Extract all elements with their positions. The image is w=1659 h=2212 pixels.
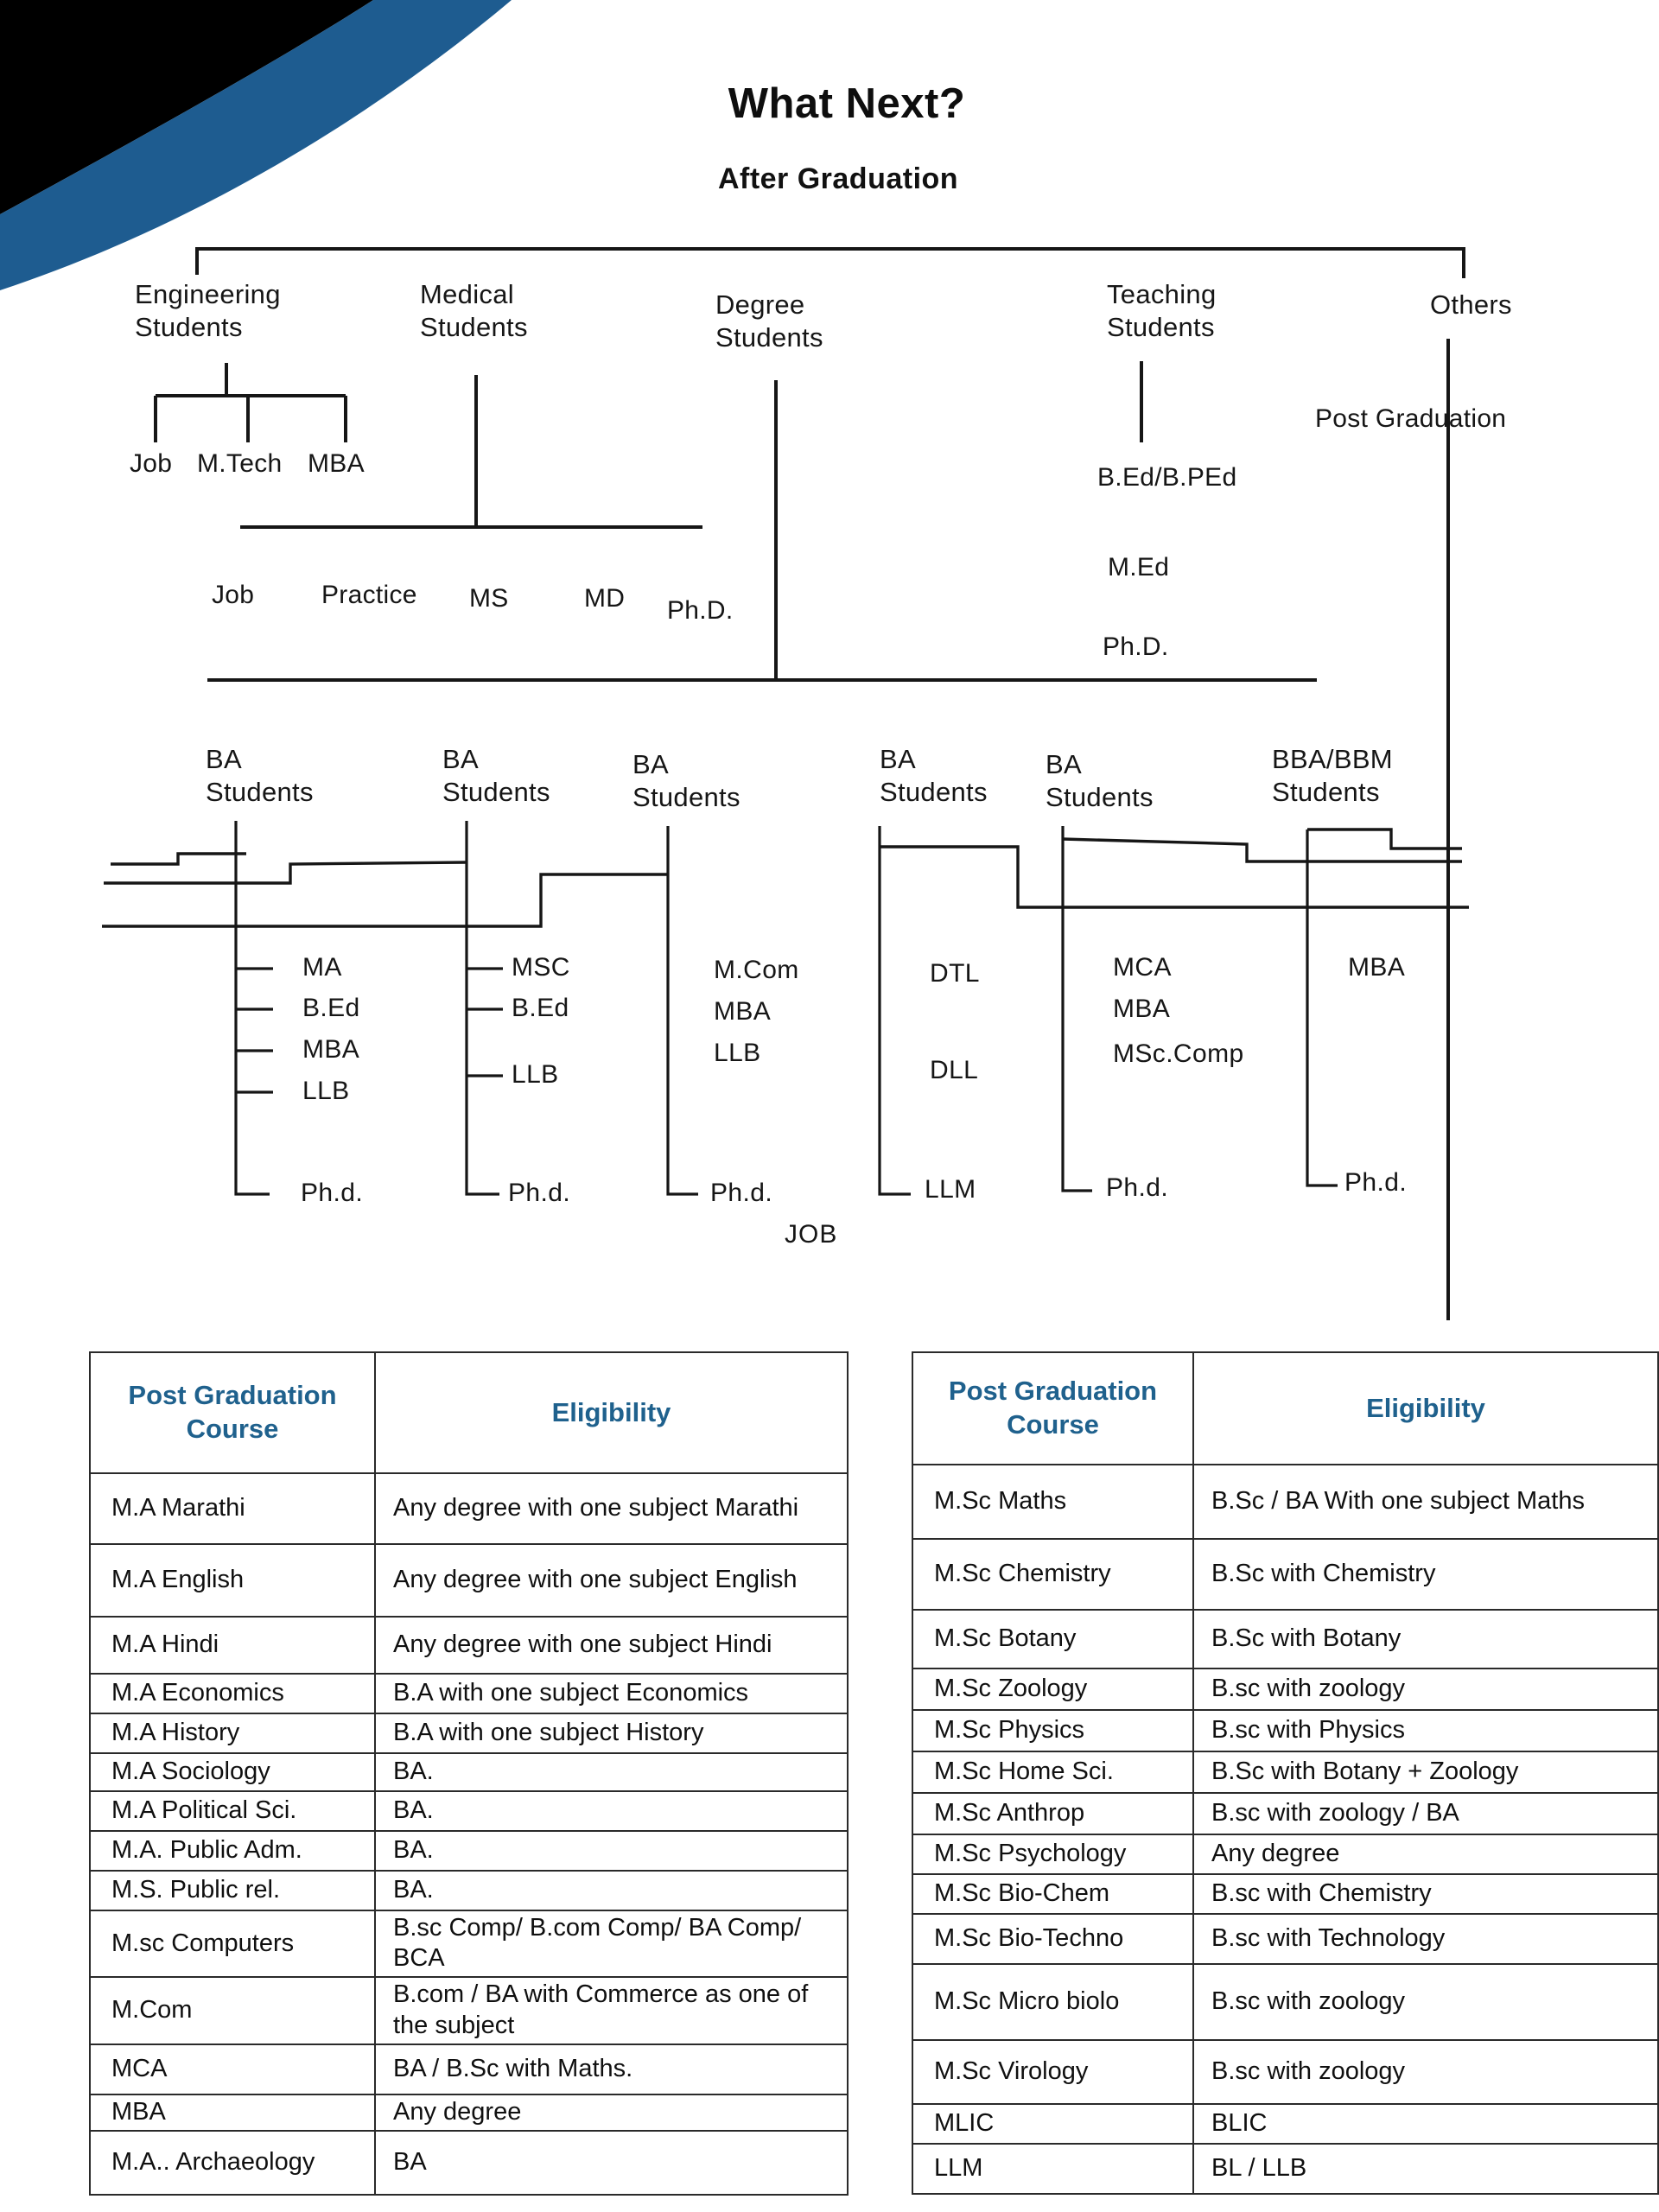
table-row — [912, 1539, 1658, 1610]
engineering-option-mba: MBA — [308, 449, 365, 478]
eligibility-cell: Any degree with one subject Hindi — [375, 1617, 848, 1674]
course-cell: MCA — [90, 2044, 375, 2094]
group4-item-llm: LLM — [925, 1175, 976, 1204]
eligibility-cell: Any degree with one subject English — [375, 1544, 848, 1617]
course-cell: M.A Hindi — [90, 1617, 375, 1674]
table-row — [90, 1713, 848, 1753]
eligibility-cell: B.sc with zoology — [1193, 1964, 1658, 2040]
table-row — [912, 1610, 1658, 1669]
group1-item-phd: Ph.d. — [301, 1179, 364, 1207]
group-label-ba-2: BA Students — [442, 744, 550, 808]
eligibility-header-cell: Eligibility — [375, 1352, 848, 1473]
eligibility-cell: B.sc with zoology — [1193, 2040, 1658, 2104]
eligibility-cell: BA — [375, 2131, 848, 2195]
eligibility-cell: BLIC — [1193, 2104, 1658, 2144]
group6-item-phd: Ph.d. — [1344, 1168, 1408, 1197]
table-row — [912, 1751, 1658, 1793]
group-label-ba-1: BA Students — [206, 744, 314, 808]
course-cell: M.A History — [90, 1713, 375, 1753]
eligibility-cell: BA / B.Sc with Maths. — [375, 2044, 848, 2094]
group1-item-ma: MA — [302, 953, 342, 982]
medical-option-practice: Practice — [321, 581, 417, 609]
eligibility-cell: B.Sc / BA With one subject Maths — [1193, 1465, 1658, 1539]
table-row — [912, 1465, 1658, 1539]
group-label-ba-5: BA Students — [1046, 749, 1154, 813]
group1-item-bed: B.Ed — [302, 994, 360, 1022]
group4-item-dll: DLL — [930, 1056, 979, 1084]
table-row — [912, 1834, 1658, 1874]
group-spines — [236, 821, 1338, 1194]
branch-degree-students: Degree Students — [715, 289, 823, 353]
table-row — [912, 1874, 1658, 1914]
table-row — [90, 1674, 848, 1713]
page-subtitle: After Graduation — [717, 162, 959, 195]
left-postgraduation-table — [89, 1351, 849, 2196]
course-cell: LLM — [912, 2144, 1193, 2194]
right-table-body — [912, 1352, 1658, 2194]
table-row — [912, 2144, 1658, 2194]
course-cell: M.S. Public rel. — [90, 1871, 375, 1910]
group2-item-phd: Ph.d. — [508, 1179, 571, 1207]
branch-medical-students: Medical Students — [420, 279, 528, 343]
group5-item-msccomp: MSc.Comp — [1113, 1039, 1244, 1068]
table-row — [90, 1910, 848, 1977]
table-row — [90, 1977, 848, 2044]
medical-option-ms: MS — [469, 584, 509, 613]
course-cell: M.Sc Maths — [912, 1465, 1193, 1539]
teaching-option-bed: B.Ed/B.PEd — [1097, 463, 1237, 492]
table-row — [90, 1753, 848, 1791]
medical-option-md: MD — [584, 584, 626, 613]
table-row — [912, 2040, 1658, 2104]
table-row — [90, 2044, 848, 2094]
course-cell: M.Com — [90, 1977, 375, 2044]
group5-item-mca: MCA — [1113, 953, 1172, 982]
group2-item-bed: B.Ed — [512, 994, 569, 1022]
eligibility-header-cell: Eligibility — [1193, 1352, 1658, 1465]
eligibility-cell: B.A with one subject Economics — [375, 1674, 848, 1713]
eligibility-cell: B.sc Comp/ B.com Comp/ BA Comp/ BCA — [375, 1910, 848, 1977]
table-row — [912, 2104, 1658, 2144]
others-option-post-graduation: Post Graduation — [1315, 404, 1507, 433]
group3-item-mcom: M.Com — [714, 956, 799, 984]
group1-item-llb: LLB — [302, 1077, 350, 1105]
course-cell: M.Sc Home Sci. — [912, 1751, 1193, 1793]
branch-engineering-students: Engineering Students — [135, 279, 281, 343]
table-header-row — [912, 1352, 1658, 1465]
table-row — [90, 1617, 848, 1674]
teaching-option-phd: Ph.D. — [1103, 632, 1169, 661]
group4-item-dtl: DTL — [930, 959, 980, 988]
course-cell: M.A Marathi — [90, 1473, 375, 1544]
group3-item-mba: MBA — [714, 997, 772, 1026]
course-cell: M.A Sociology — [90, 1753, 375, 1791]
right-postgraduation-table — [912, 1351, 1659, 2195]
eligibility-cell: Any degree — [1193, 1834, 1658, 1874]
medical-option-job: Job — [212, 581, 255, 609]
table-row — [90, 1791, 848, 1831]
group5-item-phd: Ph.d. — [1106, 1173, 1169, 1202]
course-cell: M.Sc Psychology — [912, 1834, 1193, 1874]
group1-item-mba: MBA — [302, 1035, 360, 1064]
teaching-option-med: M.Ed — [1108, 553, 1170, 582]
table-row — [90, 1473, 848, 1544]
branch-teaching-students: Teaching Students — [1107, 279, 1217, 343]
course-header-cell: Post Graduation Course — [90, 1352, 375, 1473]
eligibility-cell: B.sc with Chemistry — [1193, 1874, 1658, 1914]
engineering-option-mtech: M.Tech — [197, 449, 283, 478]
job-label: JOB — [785, 1220, 838, 1249]
eligibility-cell: B.sc with zoology / BA — [1193, 1793, 1658, 1834]
table-row — [912, 1669, 1658, 1710]
degree-option-phd: Ph.D. — [667, 596, 734, 625]
branch-others: Others — [1430, 289, 1512, 320]
eligibility-cell: Any degree with one subject Marathi — [375, 1473, 848, 1544]
table-row — [912, 1964, 1658, 2040]
table-row — [90, 2094, 848, 2131]
main-branch-lines — [156, 249, 1464, 1320]
eligibility-cell: B.Sc with Chemistry — [1193, 1539, 1658, 1610]
course-header-cell: Post Graduation Course — [912, 1352, 1193, 1465]
course-cell: M.sc Computers — [90, 1910, 375, 1977]
group2-item-msc: MSC — [512, 953, 570, 982]
eligibility-cell: B.Sc with Botany — [1193, 1610, 1658, 1669]
eligibility-cell: BA. — [375, 1871, 848, 1910]
course-cell: M.A Political Sci. — [90, 1791, 375, 1831]
table-header-row — [90, 1352, 848, 1473]
engineering-option-job: Job — [130, 449, 173, 478]
course-cell: M.Sc Micro biolo — [912, 1964, 1193, 2040]
table-row — [912, 1793, 1658, 1834]
group6-item-mba: MBA — [1348, 953, 1406, 982]
course-cell: M.A.. Archaeology — [90, 2131, 375, 2195]
table-row — [90, 1831, 848, 1871]
group3-item-llb: LLB — [714, 1039, 761, 1067]
course-cell: M.A Economics — [90, 1674, 375, 1713]
group-label-ba-4: BA Students — [880, 744, 988, 808]
eligibility-cell: BA. — [375, 1791, 848, 1831]
table-row — [90, 1544, 848, 1617]
group-label-ba-3: BA Students — [632, 749, 741, 813]
eligibility-cell: B.sc with Technology — [1193, 1914, 1658, 1964]
eligibility-cell: BL / LLB — [1193, 2144, 1658, 2194]
eligibility-cell: B.A with one subject History — [375, 1713, 848, 1753]
course-cell: M.Sc Bio-Techno — [912, 1914, 1193, 1964]
eligibility-cell: B.sc with Physics — [1193, 1710, 1658, 1751]
page-title: What Next? — [728, 80, 966, 127]
eligibility-cell: B.Sc with Botany + Zoology — [1193, 1751, 1658, 1793]
eligibility-cell: B.com / BA with Commerce as one of the subject — [375, 1977, 848, 2044]
course-cell: M.Sc Bio-Chem — [912, 1874, 1193, 1914]
course-cell: M.Sc Anthrop — [912, 1793, 1193, 1834]
ba-connector-lines — [102, 830, 1469, 926]
table-row — [912, 1914, 1658, 1964]
eligibility-cell: BA. — [375, 1831, 848, 1871]
course-cell: M.Sc Zoology — [912, 1669, 1193, 1710]
course-cell: MBA — [90, 2094, 375, 2131]
course-cell: M.Sc Virology — [912, 2040, 1193, 2104]
group5-item-mba: MBA — [1113, 995, 1171, 1023]
course-cell: M.Sc Physics — [912, 1710, 1193, 1751]
course-cell: M.A English — [90, 1544, 375, 1617]
eligibility-cell: BA. — [375, 1753, 848, 1791]
course-cell: MLIC — [912, 2104, 1193, 2144]
table-row — [912, 1710, 1658, 1751]
table-row — [90, 1871, 848, 1910]
left-table-body — [90, 1352, 848, 2195]
table-row — [90, 2131, 848, 2195]
group-label-bba-bbm: BBA/BBM Students — [1272, 744, 1393, 808]
eligibility-cell: Any degree — [375, 2094, 848, 2131]
eligibility-cell: B.sc with zoology — [1193, 1669, 1658, 1710]
course-cell: M.Sc Chemistry — [912, 1539, 1193, 1610]
group3-item-phd: Ph.d. — [710, 1179, 773, 1207]
course-cell: M.A. Public Adm. — [90, 1831, 375, 1871]
group2-item-llb: LLB — [512, 1060, 559, 1089]
course-cell: M.Sc Botany — [912, 1610, 1193, 1669]
